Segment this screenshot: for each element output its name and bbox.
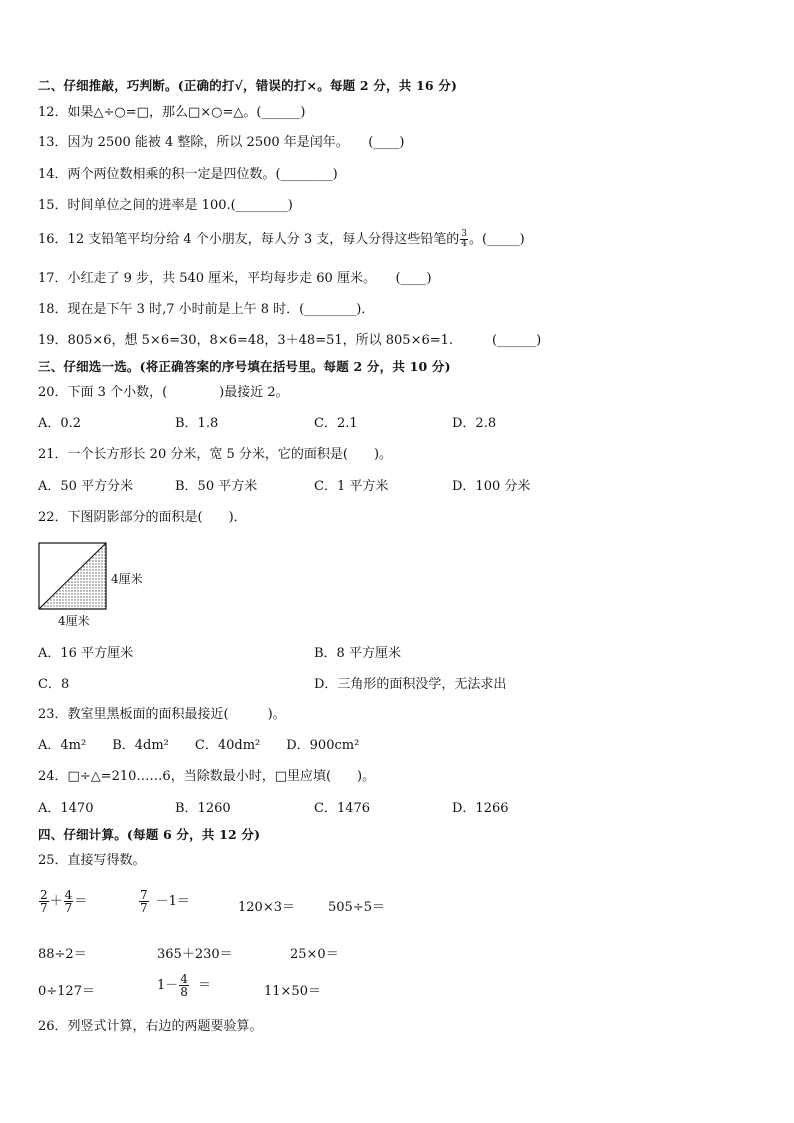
square-diagram: [38, 542, 158, 634]
q20-option-d: D．2.8: [452, 416, 497, 431]
question-12: 12．如果△÷○=□，那么□×○=△。(______): [38, 105, 306, 120]
calc-365plus230: 365＋230＝: [157, 947, 233, 962]
question-21: 21．一个长方形长 20 分米，宽 5 分米，它的面积是( )。: [38, 447, 393, 462]
q24-option-a: A．1470: [38, 801, 94, 816]
q24-option-c: C．1476: [314, 801, 371, 816]
calc-0div127: 0÷127＝: [38, 984, 95, 999]
q20-option-a: A．0.2: [38, 416, 82, 431]
q22-option-b: B．8 平方厘米: [314, 646, 401, 661]
question-16-text: 16．12 支铅笔平均分给 4 个小朋友，每人分 3 支，每人分得这些铅笔的: [38, 232, 460, 247]
calc-fraction-subtract: $\frac{7}{7}$ －1＝: [140, 888, 190, 915]
question-25: 25．直接写得数。: [38, 853, 146, 868]
calc-1-minus-fraction: 1－ $\frac{4}{8}$ ＝: [157, 972, 211, 999]
calc-120x3: 120×3＝: [238, 900, 295, 915]
q21-option-b: B．50 平方米: [175, 479, 258, 494]
question-18: 18．现在是下午 3 时,7 小时前是上午 8 时．(________)．: [38, 302, 375, 317]
q24-option-d: D．1266: [452, 801, 509, 816]
calc-88div2: 88÷2＝: [38, 947, 87, 962]
section-4-heading: 四、仔细计算。(每题 6 分，共 12 分): [38, 827, 261, 842]
fraction-7-7: $\frac{7}{7}$: [140, 888, 148, 915]
calc-fraction-add: $\frac{2}{7}$ ＋ $\frac{4}{7}$ ＝: [40, 888, 88, 915]
q22-option-a: A．16 平方厘米: [38, 646, 134, 661]
calc-505div5: 505÷5＝: [328, 900, 385, 915]
q20-option-c: C．2.1: [314, 416, 358, 431]
question-14: 14．两个两位数相乘的积一定是四位数。(________): [38, 167, 338, 182]
question-26: 26．列竖式计算，右边的两题要验算。: [38, 1019, 263, 1034]
q23-options: A．4m² B．4dm² C．40dm² D．900cm²: [38, 738, 360, 753]
q20-option-b: B．1.8: [175, 416, 219, 431]
q24-option-b: B．1260: [175, 801, 231, 816]
question-13: 13．因为 2500 能被 4 整除，所以 2500 年是闰年。 (____): [38, 135, 405, 150]
question-17: 17．小红走了 9 步，共 540 厘米，平均每步走 60 厘米。 (____): [38, 271, 432, 286]
q22-option-d: D．三角形的面积没学，无法求出: [314, 677, 507, 692]
fraction-4-8: $\frac{4}{8}$: [180, 972, 188, 999]
question-23: 23．教室里黑板面的面积最接近( )。: [38, 707, 286, 722]
calc-11x50: 11×50＝: [264, 984, 321, 999]
question-24: 24．□÷△=210……6，当除数最小时，□里应填( )。: [38, 769, 376, 784]
side-length-label-right: 4厘米: [111, 572, 143, 586]
q21-option-c: C．1 平方米: [314, 479, 389, 494]
q21-option-d: D．100 分米: [452, 479, 531, 494]
fraction-2-7: $\frac{2}{7}$: [40, 888, 48, 915]
q21-option-a: A．50 平方分米: [38, 479, 134, 494]
section-2-heading: 二、仔细推敲，巧判断。(正确的打√，错误的打×。每题 2 分，共 16 分): [38, 78, 458, 93]
q22-option-c: C．8: [38, 677, 70, 692]
question-20: 20．下面 3 个小数，( )最接近 2。: [38, 385, 289, 400]
question-19: 19．805×6，想 5×6=30，8×6=48，3＋48=51，所以 805×6=1. (______): [38, 333, 542, 348]
calc-25x0: 25×0＝: [290, 947, 339, 962]
fraction-4-7: $\frac{4}{7}$: [64, 888, 73, 915]
question-22: 22．下图阴影部分的面积是( )．: [38, 510, 247, 525]
question-15: 15．时间单位之间的进率是 100.(________): [38, 198, 293, 213]
section-3-heading: 三、仔细选一选。(将正确答案的序号填在括号里。每题 2 分，共 10 分): [38, 359, 451, 374]
q22-square-figure: [38, 542, 158, 638]
question-16: [38, 230, 525, 249]
side-length-label-bottom: 4厘米: [58, 614, 90, 628]
question-16-blank: 。(_____): [469, 232, 525, 247]
fraction-three-quarters: $\frac{3}{4}$: [461, 229, 468, 249]
